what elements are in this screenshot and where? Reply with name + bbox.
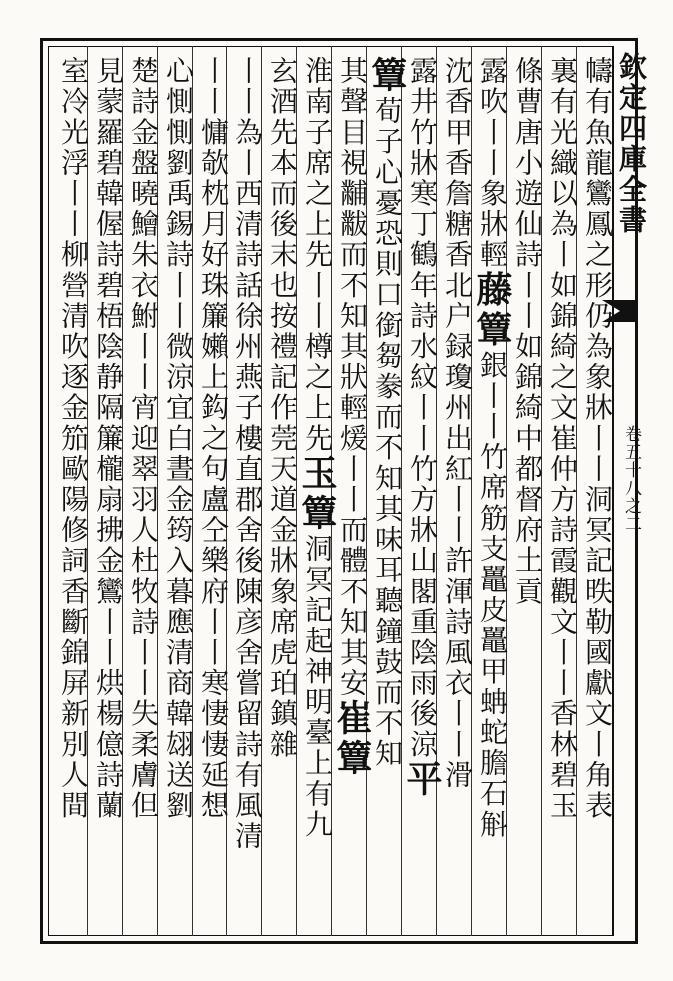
- text-column-4: 露吹丨丨象牀輕藤簟銀丨丨竹席筋支鼉皮鼉甲蚺蛇膽石斛: [471, 56, 513, 840]
- text-column: [159, 56, 197, 936]
- text-column: [333, 56, 371, 936]
- volume-number-margin: 卷五十八之二: [621, 425, 641, 533]
- text-column: [508, 56, 546, 936]
- headword: 簟: [366, 56, 408, 96]
- text-column-13: 心惻惻劉禹錫詩丨丨微涼宜白晝金筠入暮應清商韓翃送劉: [162, 56, 195, 821]
- text-column-2: 裏有光織以為丨如錦綺之文崔仲方詩霞觀文丨丨香林碧玉: [546, 56, 579, 821]
- text-column: [578, 56, 616, 936]
- text-column: [124, 56, 162, 936]
- text-column: [89, 56, 127, 936]
- text-column: [438, 56, 476, 936]
- text-column-8: 其聲目視黼黻而不知其狀輕煖丨丨而體不知其安崔簟: [331, 56, 373, 779]
- text-column: [194, 56, 232, 936]
- text-column-9: 淮南子席之上先丨丨樽之上先玉簟洞冥記起神明臺上有九: [296, 56, 338, 840]
- text-column-16: 室冷光浮丨丨柳營清吹逐金笳歐陽修詞香斷錦屏新別人間: [57, 56, 90, 821]
- text-column: [228, 56, 266, 936]
- book-title-margin: 欽定四庫全書: [615, 52, 648, 236]
- headword: 藤簟: [471, 270, 513, 351]
- text-column-10: 玄酒先本而後末也按禮記作莞天道金牀象席虎珀鎮雜: [266, 56, 299, 760]
- headword: 崔簟: [331, 698, 373, 779]
- text-column: [403, 56, 441, 936]
- text-column: [473, 56, 511, 936]
- headword: 平: [401, 759, 443, 800]
- text-column-14: 楚詩金盤曉鱠朱衣鮒丨丨宵迎翠羽人杜牧詩丨丨失柔膚但: [127, 56, 160, 821]
- text-column-1: 幬有魚龍鸞鳳之形仍為象牀丨丨洞冥記昳勒國獻文丨角表: [581, 56, 614, 821]
- headword: 玉簟: [296, 453, 338, 534]
- text-column-11: 丨丨為丨西清詩話徐州燕子樓直郡舍後陳彦舍嘗留詩有風清: [231, 56, 264, 852]
- text-column: [368, 56, 406, 936]
- text-column-15: 見蒙羅碧韓偓詩碧梧陰静隔簾櫳扇拂金鸞丨丨烘楊億詩蘭: [92, 56, 125, 821]
- text-column-3: 條曹唐小遊仙詩丨丨如錦綺中都督府土貢: [511, 56, 544, 607]
- text-column: [263, 56, 301, 936]
- text-column-6: 露井竹牀寒丁鶴年詩水紋丨丨竹方牀山閣重陰雨後涼平: [401, 56, 443, 800]
- text-column-7: 簟荀子心憂恐則口銜芻豢而不知其味耳聽鐘鼓而不知: [366, 56, 408, 770]
- text-column: [543, 56, 581, 936]
- text-column-5: 沈香甲香詹糖香北户録瓊州出紅丨丨許渾詩風衣丨丨滑: [441, 56, 474, 791]
- text-column: [54, 56, 92, 936]
- text-column-12: 丨丨慵欹枕月好珠簾嬾上鈎之句盧仝樂府丨丨寒悽悽延想: [197, 56, 230, 821]
- text-column: [298, 56, 336, 936]
